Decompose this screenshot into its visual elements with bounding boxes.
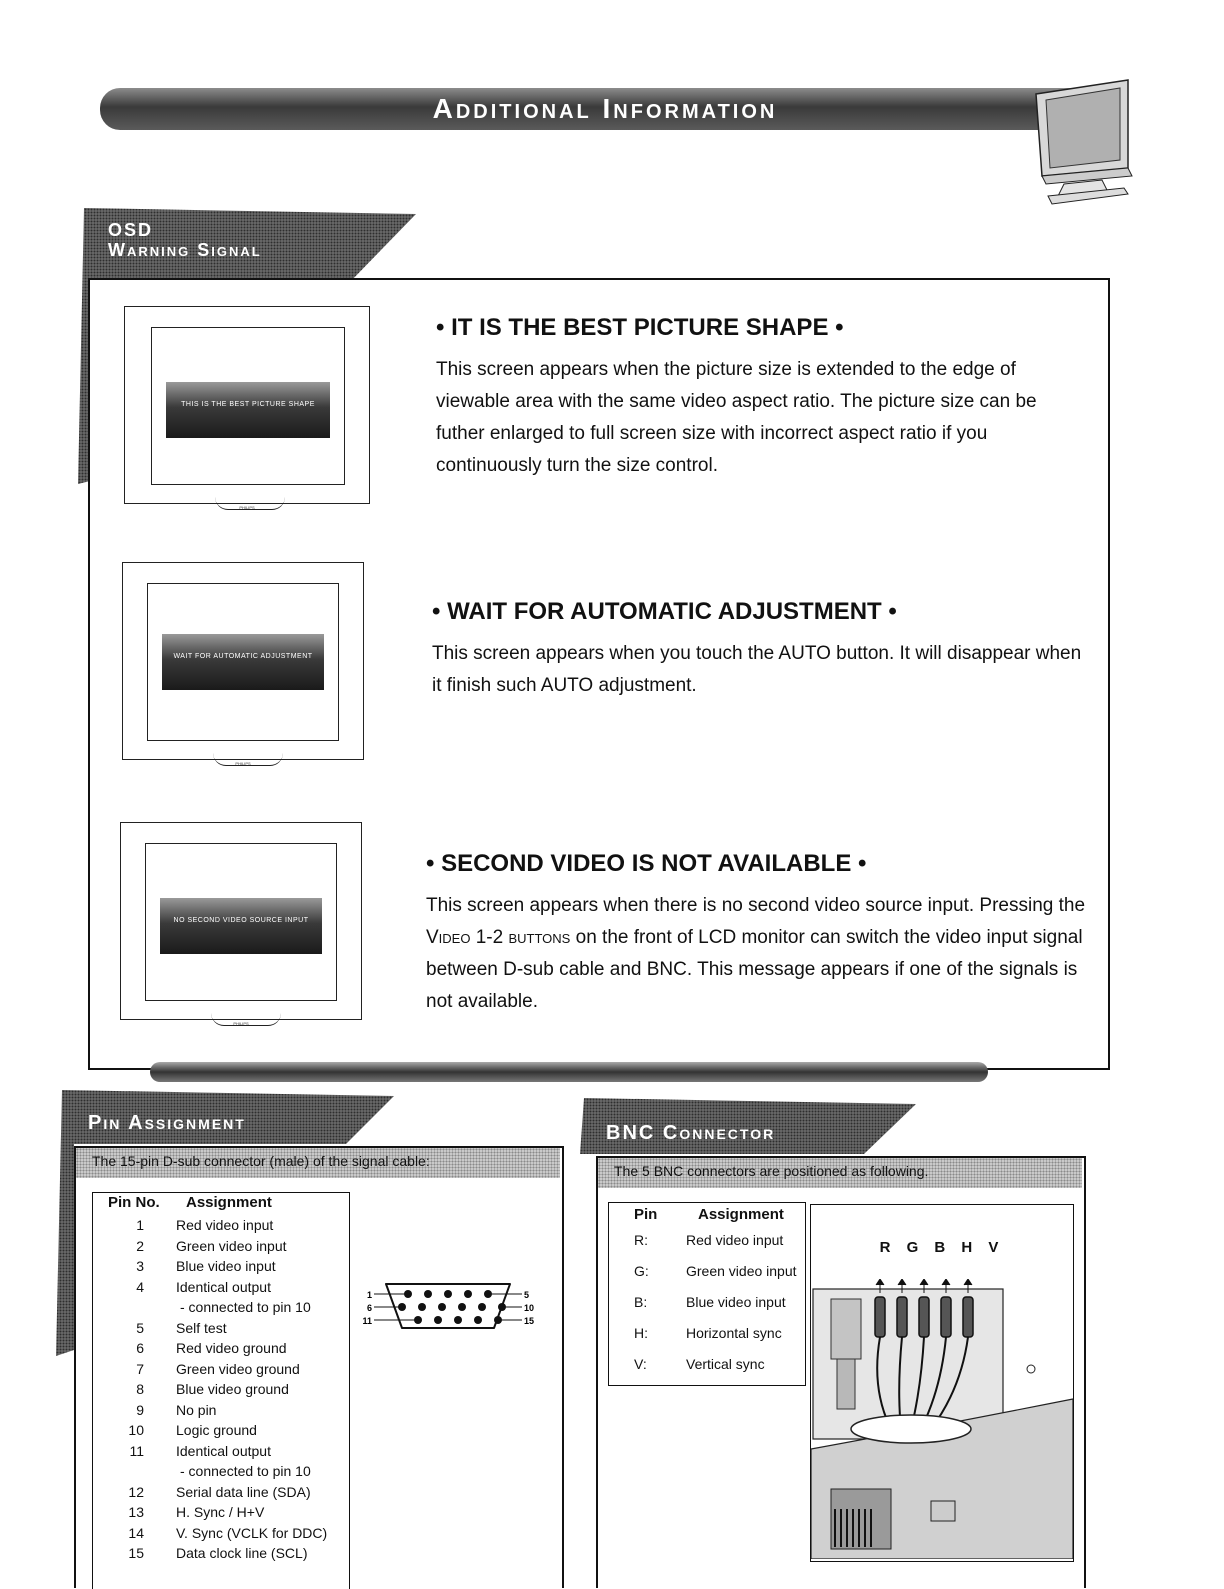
osd-body-3	[426, 890, 1086, 1018]
screen-message-3: NO SECOND VIDEO SOURCE INPUT	[173, 917, 309, 924]
bnc-pin: G:	[634, 1263, 649, 1279]
pin-number: 6	[136, 1340, 144, 1356]
pin-number: 1	[136, 1217, 144, 1233]
bnc-assignment: Green video input	[686, 1263, 797, 1279]
osd-title-3: • SECOND VIDEO IS NOT AVAILABLE •	[426, 850, 867, 877]
pin-assignment: Data clock line (SCL)	[176, 1545, 308, 1561]
pin-assignment: Serial data line (SDA)	[176, 1483, 311, 1500]
pin-assignment: Red video input	[176, 1217, 274, 1233]
pin-assignment: Self test	[176, 1319, 227, 1336]
osd-body-3-pre: This screen appears when there is no second video source input. Pressing the	[426, 895, 1086, 916]
bnc-assignment: Vertical sync	[686, 1356, 765, 1372]
osd-body-2: This screen appears when you touch the AUTO button. It will disappear when it finish such AUTO adjustment.	[432, 643, 1082, 696]
pin-assignment: - connected to pin 10	[180, 1299, 311, 1315]
pin-number: 12	[128, 1483, 144, 1500]
pin-intro: The 15-pin D-sub connector (male) of the signal cable:	[92, 1153, 430, 1169]
osd-body-3-buttons: Video 1-2 buttons	[426, 927, 571, 948]
pin-number: 4	[136, 1278, 144, 1295]
bnc-col-pin: Pin	[634, 1206, 658, 1223]
bnc-rows	[608, 1232, 804, 1382]
pin-assignment: Blue video input	[176, 1258, 276, 1274]
dsub-label-1: 1	[366, 1290, 372, 1300]
bnc-pin: R:	[634, 1232, 648, 1248]
dsub-connector-icon	[360, 1276, 540, 1356]
pin-number: 14	[128, 1524, 144, 1541]
monitor-screen-2	[122, 562, 364, 766]
pin-assignment: Red video ground	[176, 1340, 287, 1356]
bnc-pin: V:	[634, 1356, 647, 1372]
page-title: Additional Information	[432, 93, 778, 124]
osd-body-1: This screen appears when the picture size is extended to the edge of viewable area with the same video aspect ratio. The picture size can be futher enlarged to full screen size with incorrect aspect ratio if you continuously turn the size control.	[436, 359, 1037, 476]
bnc-assignment: Red video input	[686, 1232, 784, 1248]
brand-label-3: PHILIPS	[233, 1021, 249, 1026]
bnc-pin: B:	[634, 1294, 648, 1310]
pin-assignment: Green video input	[176, 1237, 287, 1254]
header-bar	[100, 88, 1110, 130]
pin-number: 7	[136, 1360, 144, 1377]
pin-assignment: Blue video ground	[176, 1381, 289, 1397]
osd-body-3-post: on the front of LCD monitor can switch the video input signal between D-sub cable and BNC. This message appears if one of the signals is not available.	[426, 927, 1083, 1012]
pin-number: 13	[128, 1504, 144, 1520]
pin-assignment: Green video ground	[176, 1360, 300, 1377]
monitor-screen-3	[120, 822, 362, 1026]
brand-label-2: PHILIPS	[235, 761, 251, 766]
pin-number: 11	[129, 1442, 144, 1459]
bnc-assignment: Blue video input	[686, 1294, 786, 1310]
pin-assignment: No pin	[176, 1401, 217, 1418]
pin-number: 5	[136, 1319, 144, 1336]
pin-col-no: Pin No.	[108, 1194, 160, 1211]
bnc-pin: H:	[634, 1325, 648, 1341]
dsub-label-10: 10	[524, 1303, 535, 1313]
dsub-label-11: 11	[362, 1316, 372, 1326]
pin-number: 15	[128, 1545, 144, 1561]
bnc-cable-illustration	[811, 1279, 1073, 1559]
bnc-intro: The 5 BNC connectors are positioned as following.	[614, 1163, 929, 1179]
osd-tab-line2: Warning Signal	[108, 240, 262, 260]
bnc-figure-label: R G B H V	[879, 1239, 1005, 1256]
screen-message-1: THIS IS THE BEST PICTURE SHAPE	[181, 401, 315, 408]
dsub-label-6: 6	[366, 1303, 372, 1313]
pin-number: 8	[136, 1381, 144, 1397]
pin-rows	[104, 1215, 344, 1575]
pin-assignment: - connected to pin 10	[180, 1463, 311, 1479]
bnc-figure	[810, 1204, 1074, 1562]
pin-number: 2	[136, 1237, 144, 1254]
screen-message-2: WAIT FOR AUTOMATIC ADJUSTMENT	[173, 653, 313, 660]
osd-tab-title	[108, 220, 262, 260]
monitor-icon	[1028, 76, 1138, 206]
osd-title-1: • IT IS THE BEST PICTURE SHAPE •	[436, 314, 844, 341]
brand-label-1: PHILIPS	[239, 505, 255, 510]
pin-col-assignment: Assignment	[186, 1194, 272, 1211]
pin-assignment: Identical output	[176, 1442, 271, 1459]
bnc-tab-title: BNC Connector	[606, 1122, 776, 1144]
pin-tab-title: Pin Assignment	[88, 1112, 246, 1134]
bnc-assignment: Horizontal sync	[686, 1325, 782, 1341]
pin-number: 10	[128, 1422, 144, 1438]
pin-number: 9	[136, 1401, 144, 1418]
dsub-label-15: 15	[524, 1316, 535, 1326]
osd-tab-line1: OSD	[108, 220, 154, 240]
pin-assignment: H. Sync / H+V	[176, 1504, 265, 1520]
pin-assignment: V. Sync (VCLK for DDC)	[176, 1524, 328, 1541]
dsub-label-5: 5	[524, 1290, 530, 1300]
monitor-screen-1	[124, 306, 370, 510]
section-divider	[150, 1062, 988, 1082]
pin-assignment: Identical output	[176, 1278, 271, 1295]
osd-title-2: • WAIT FOR AUTOMATIC ADJUSTMENT •	[432, 598, 897, 625]
pin-assignment: Logic ground	[176, 1422, 257, 1438]
bnc-col-assignment: Assignment	[698, 1206, 784, 1223]
pin-number: 3	[136, 1258, 144, 1274]
